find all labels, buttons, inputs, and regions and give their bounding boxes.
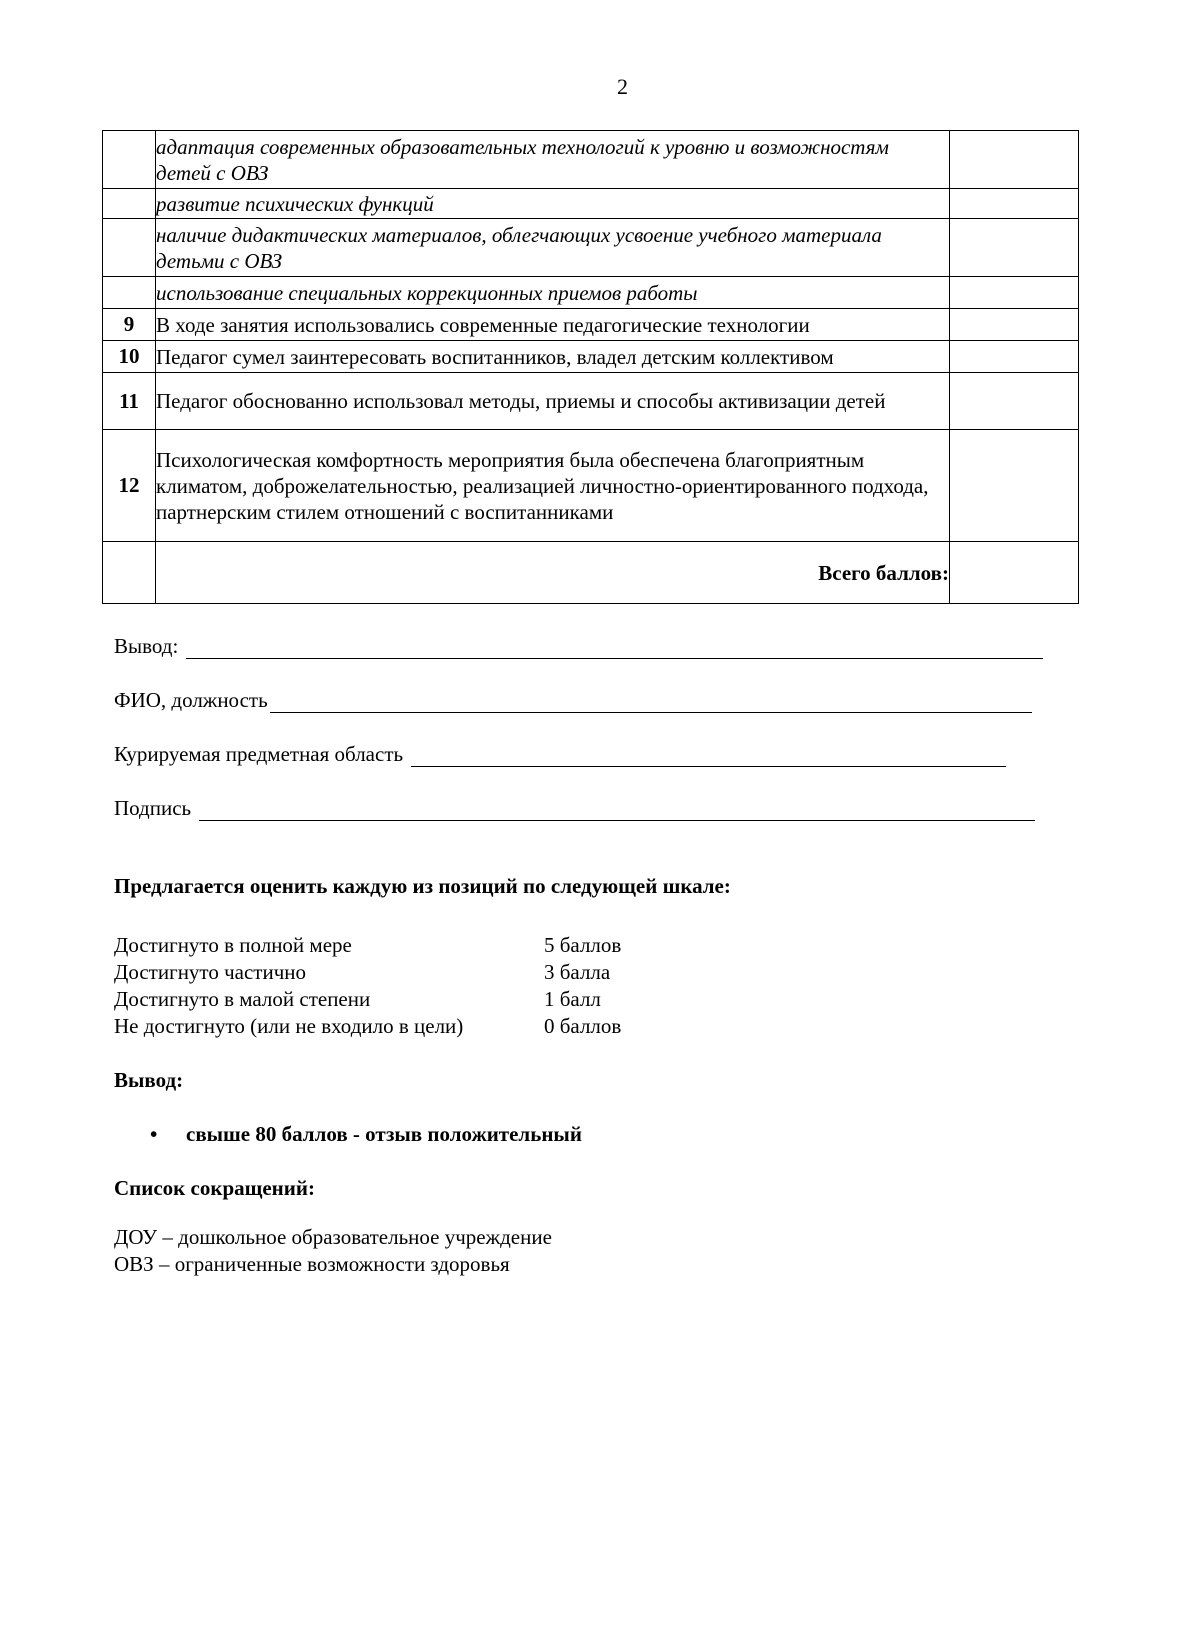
row-number [103, 131, 156, 189]
criterion-text: наличие дидактических материалов, облегчающих усвоение учебного материала детьми с ОВЗ [156, 219, 950, 277]
criteria-table [102, 130, 1079, 604]
scale-points: 0 баллов [544, 1014, 622, 1038]
score-cell[interactable] [950, 131, 1079, 189]
subject-area-field [114, 742, 1006, 767]
total-label: Всего баллов: [156, 542, 950, 604]
list-item [114, 986, 621, 1013]
row-number: 12 [103, 430, 156, 542]
row-number: 11 [103, 373, 156, 430]
conclusion-input-line[interactable] [186, 636, 1043, 659]
scale-points: 3 балла [544, 960, 611, 984]
criterion-text: Педагог сумел заинтересовать воспитанников, владел детским коллективом [156, 341, 950, 373]
table-row [103, 430, 1079, 542]
signature-field [114, 796, 1035, 821]
subject-area-input-line[interactable] [411, 744, 1006, 767]
criterion-text: В ходе занятия использовались современные педагогические технологии [156, 309, 950, 341]
table-row [103, 189, 1079, 219]
score-cell[interactable] [950, 430, 1079, 542]
score-cell[interactable] [950, 341, 1079, 373]
list-item: ОВЗ – ограниченные возможности здоровья [114, 1252, 510, 1276]
row-number [103, 219, 156, 277]
row-number [103, 189, 156, 219]
list-item [114, 932, 621, 959]
table-row [103, 309, 1079, 341]
total-score-cell[interactable] [950, 542, 1079, 604]
criterion-text: Педагог обоснованно использовал методы, приемы и способы активизации детей [156, 373, 950, 430]
table-row [103, 373, 1079, 430]
score-cell[interactable] [950, 309, 1079, 341]
row-number: 9 [103, 309, 156, 341]
criterion-text: использование специальных коррекционных приемов работы [156, 277, 950, 309]
conclusion-bullet [150, 1122, 582, 1147]
scale-heading: Предлагается оценить каждую из позиций по следующей шкале: [114, 874, 731, 898]
table-row [103, 131, 1079, 189]
signature-label: Подпись [114, 796, 192, 820]
subject-area-label: Курируемая предметная область [114, 742, 404, 766]
scale-label: Достигнуто в малой степени [114, 987, 371, 1011]
conclusion-field [114, 634, 1043, 659]
total-row [103, 542, 1079, 604]
name-position-field [114, 688, 1032, 713]
scale-label: Не достигнуто (или не входило в цели) [114, 1014, 464, 1038]
table-row [103, 219, 1079, 277]
row-number: 10 [103, 341, 156, 373]
name-position-label: ФИО, должность [114, 688, 268, 712]
conclusion-label: Вывод: [114, 634, 179, 658]
score-cell[interactable] [950, 189, 1079, 219]
table-row [103, 341, 1079, 373]
score-cell[interactable] [950, 277, 1079, 309]
row-number [103, 277, 156, 309]
abbreviations-heading: Список сокращений: [114, 1176, 315, 1200]
list-item: ДОУ – дошкольное образовательное учреждение [114, 1225, 552, 1249]
criterion-text: развитие психических функций [156, 189, 950, 219]
scale-points: 5 баллов [544, 933, 622, 957]
page-number: 2 [617, 74, 628, 99]
list-item [114, 959, 621, 986]
criterion-text: адаптация современных образовательных технологий к уровню и возможностям детей с ОВЗ [156, 131, 950, 189]
conclusion-heading: Вывод: [114, 1068, 184, 1092]
signature-input-line[interactable] [199, 798, 1035, 821]
abbreviations-list [114, 1224, 552, 1278]
criterion-text: Психологическая комфортность мероприятия была обеспечена благоприятным климатом, доброжелательностью, реализацией личностно-ориентированного подхода, партнерским стилем отношений с воспитанниками [156, 430, 950, 542]
list-item [114, 1013, 621, 1040]
scale-list [114, 932, 621, 1040]
scale-points: 1 балл [544, 987, 601, 1011]
table-row [103, 277, 1079, 309]
conclusion-bullet-text: свыше 80 баллов - отзыв положительный [186, 1122, 582, 1146]
name-position-input-line[interactable] [270, 690, 1032, 713]
score-cell[interactable] [950, 219, 1079, 277]
scale-label: Достигнуто в полной мере [114, 933, 352, 957]
bullet-icon: • [150, 1122, 158, 1146]
score-cell[interactable] [950, 373, 1079, 430]
scale-label: Достигнуто частично [114, 960, 307, 984]
